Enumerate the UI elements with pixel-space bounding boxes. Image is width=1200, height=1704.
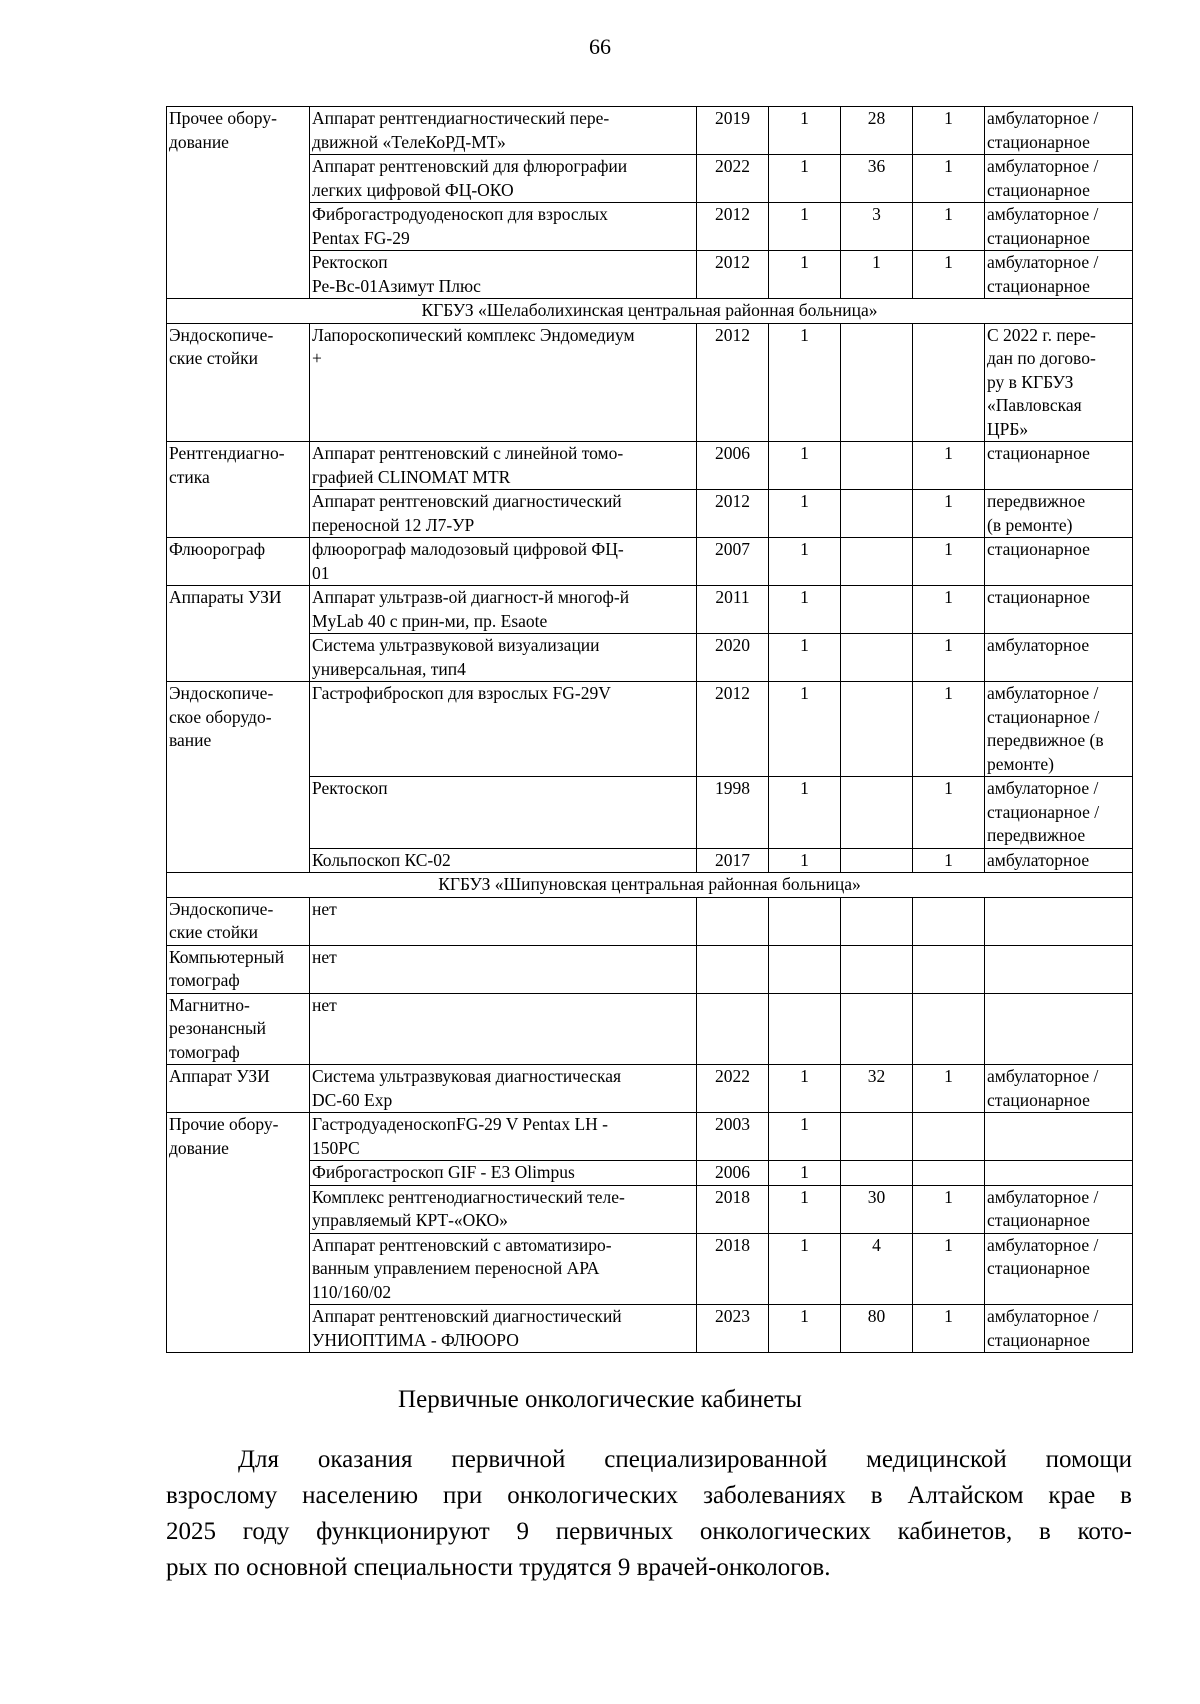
equipment-value bbox=[841, 945, 913, 993]
equipment-name: нет bbox=[310, 897, 697, 945]
equipment-category: Аппараты УЗИ bbox=[167, 586, 310, 682]
table-row bbox=[167, 490, 1133, 538]
equipment-name: Система ультразвуковой визуализации универсальная, тип4 bbox=[310, 634, 697, 682]
equipment-value: 32 bbox=[841, 1065, 913, 1113]
equipment-year: 2012 bbox=[697, 490, 769, 538]
equipment-year: 2006 bbox=[697, 1161, 769, 1186]
equipment-quantity: 1 bbox=[769, 1161, 841, 1186]
table-row bbox=[167, 897, 1133, 945]
equipment-quantity bbox=[769, 897, 841, 945]
equipment-value: 30 bbox=[841, 1185, 913, 1233]
equipment-value: 36 bbox=[841, 155, 913, 203]
equipment-name: Система ультразвуковая диагностическая DC-60 Exp bbox=[310, 1065, 697, 1113]
equipment-usage: амбулаторное bbox=[985, 848, 1133, 873]
equipment-count: 1 bbox=[913, 682, 985, 777]
equipment-count: 1 bbox=[913, 1305, 985, 1353]
equipment-year: 2018 bbox=[697, 1233, 769, 1305]
equipment-name: Кольпоскоп КС-02 bbox=[310, 848, 697, 873]
equipment-count bbox=[913, 1113, 985, 1161]
equipment-year: 2020 bbox=[697, 634, 769, 682]
equipment-value bbox=[841, 442, 913, 490]
table-row bbox=[167, 155, 1133, 203]
equipment-quantity bbox=[769, 945, 841, 993]
equipment-value: 1 bbox=[841, 251, 913, 299]
equipment-count: 1 bbox=[913, 1233, 985, 1305]
equipment-year bbox=[697, 945, 769, 993]
equipment-table bbox=[166, 106, 1133, 1353]
equipment-count: 1 bbox=[913, 155, 985, 203]
equipment-category: Магнитно- резонансный томограф bbox=[167, 993, 310, 1065]
equipment-year: 2022 bbox=[697, 155, 769, 203]
table-row bbox=[167, 203, 1133, 251]
equipment-year bbox=[697, 897, 769, 945]
equipment-category: Аппарат УЗИ bbox=[167, 1065, 310, 1113]
equipment-name: Фиброгастродуоденоскоп для взрослых Pentax FG-29 bbox=[310, 203, 697, 251]
equipment-name: Аппарат рентгеновский для флюрографии легких цифровой ФЦ-ОКО bbox=[310, 155, 697, 203]
equipment-usage bbox=[985, 897, 1133, 945]
equipment-count: 1 bbox=[913, 490, 985, 538]
equipment-year: 2012 bbox=[697, 251, 769, 299]
equipment-quantity: 1 bbox=[769, 442, 841, 490]
equipment-year: 2018 bbox=[697, 1185, 769, 1233]
equipment-value bbox=[841, 586, 913, 634]
equipment-count bbox=[913, 945, 985, 993]
table-row bbox=[167, 1233, 1133, 1305]
equipment-usage: амбулаторное bbox=[985, 634, 1133, 682]
equipment-value bbox=[841, 634, 913, 682]
equipment-quantity: 1 bbox=[769, 586, 841, 634]
equipment-name: нет bbox=[310, 993, 697, 1065]
table-row bbox=[167, 251, 1133, 299]
equipment-usage: амбулаторное / стационарное bbox=[985, 1233, 1133, 1305]
equipment-quantity: 1 bbox=[769, 107, 841, 155]
equipment-quantity: 1 bbox=[769, 1233, 841, 1305]
table-row bbox=[167, 682, 1133, 777]
equipment-name: нет bbox=[310, 945, 697, 993]
table-row bbox=[167, 777, 1133, 849]
equipment-category: Компьютерный томограф bbox=[167, 945, 310, 993]
equipment-year: 2003 bbox=[697, 1113, 769, 1161]
equipment-name: Аппарат рентгеновский с автоматизиро- ванным управлением переносной АРА 110/160/02 bbox=[310, 1233, 697, 1305]
equipment-value bbox=[841, 1113, 913, 1161]
equipment-year: 1998 bbox=[697, 777, 769, 849]
paragraph-line: Для оказания первичной специализированной медицинской помощи bbox=[238, 1446, 1132, 1473]
hospital-name: КГБУЗ «Шелаболихинская центральная районная больница» bbox=[167, 299, 1133, 324]
equipment-usage: амбулаторное / стационарное / передвижное (в ремонте) bbox=[985, 682, 1133, 777]
equipment-value bbox=[841, 323, 913, 442]
equipment-name: Лапороскопический комплекс Эндомедиум + bbox=[310, 323, 697, 442]
equipment-usage: амбулаторное / стационарное bbox=[985, 1065, 1133, 1113]
page-number: 66 bbox=[589, 34, 611, 59]
equipment-year: 2023 bbox=[697, 1305, 769, 1353]
paragraph-line: 2025 году функционируют 9 первичных онкологических кабинетов, в кото- bbox=[166, 1518, 1132, 1545]
equipment-year: 2012 bbox=[697, 203, 769, 251]
equipment-value: 3 bbox=[841, 203, 913, 251]
section-title: Первичные онкологические кабинеты bbox=[398, 1386, 802, 1413]
equipment-value: 28 bbox=[841, 107, 913, 155]
equipment-usage bbox=[985, 945, 1133, 993]
equipment-value bbox=[841, 538, 913, 586]
equipment-value bbox=[841, 897, 913, 945]
equipment-quantity: 1 bbox=[769, 1305, 841, 1353]
equipment-quantity: 1 bbox=[769, 203, 841, 251]
equipment-usage: С 2022 г. пере- дан по догово- ру в КГБУЗ «Павловская ЦРБ» bbox=[985, 323, 1133, 442]
equipment-usage: амбулаторное / стационарное bbox=[985, 203, 1133, 251]
equipment-name: Ректоскоп bbox=[310, 777, 697, 849]
equipment-quantity: 1 bbox=[769, 1185, 841, 1233]
table-row bbox=[167, 107, 1133, 155]
equipment-year: 2022 bbox=[697, 1065, 769, 1113]
equipment-year bbox=[697, 993, 769, 1065]
equipment-year: 2017 bbox=[697, 848, 769, 873]
equipment-count: 1 bbox=[913, 538, 985, 586]
equipment-name: Аппарат ультразв-ой диагност-й многоф-й MyLab 40 с прин-ми, пр. Esaote bbox=[310, 586, 697, 634]
equipment-quantity: 1 bbox=[769, 682, 841, 777]
equipment-usage: передвижное (в ремонте) bbox=[985, 490, 1133, 538]
equipment-quantity bbox=[769, 993, 841, 1065]
equipment-name: Аппарат рентгендиагностический пере- движной «ТелеКоРД-МТ» bbox=[310, 107, 697, 155]
equipment-value bbox=[841, 682, 913, 777]
table-row bbox=[167, 1065, 1133, 1113]
hospital-row bbox=[167, 299, 1133, 324]
equipment-count: 1 bbox=[913, 251, 985, 299]
equipment-quantity: 1 bbox=[769, 538, 841, 586]
equipment-value bbox=[841, 490, 913, 538]
equipment-usage bbox=[985, 1113, 1133, 1161]
table-row bbox=[167, 586, 1133, 634]
table-row bbox=[167, 1185, 1133, 1233]
equipment-usage: амбулаторное / стационарное / передвижное bbox=[985, 777, 1133, 849]
equipment-category: Прочее обору- дование bbox=[167, 107, 310, 299]
equipment-value bbox=[841, 1161, 913, 1186]
equipment-quantity: 1 bbox=[769, 323, 841, 442]
equipment-count: 1 bbox=[913, 1185, 985, 1233]
equipment-name: Аппарат рентгеновский диагностический переносной 12 Л7-УР bbox=[310, 490, 697, 538]
equipment-name: флюорограф малодозовый цифровой ФЦ- 01 bbox=[310, 538, 697, 586]
equipment-value bbox=[841, 848, 913, 873]
table-row bbox=[167, 634, 1133, 682]
equipment-count: 1 bbox=[913, 442, 985, 490]
equipment-count: 1 bbox=[913, 586, 985, 634]
table-row bbox=[167, 442, 1133, 490]
hospital-row bbox=[167, 873, 1133, 898]
equipment-count bbox=[913, 993, 985, 1065]
table-row bbox=[167, 1113, 1133, 1161]
body-paragraph bbox=[166, 1442, 1132, 1586]
equipment-year: 2011 bbox=[697, 586, 769, 634]
equipment-category: Эндоскопиче- ские стойки bbox=[167, 323, 310, 442]
equipment-usage: амбулаторное / стационарное bbox=[985, 107, 1133, 155]
equipment-usage: амбулаторное / стационарное bbox=[985, 155, 1133, 203]
equipment-quantity: 1 bbox=[769, 1065, 841, 1113]
equipment-category: Эндоскопиче- ские стойки bbox=[167, 897, 310, 945]
equipment-year: 2006 bbox=[697, 442, 769, 490]
equipment-quantity: 1 bbox=[769, 777, 841, 849]
equipment-year: 2012 bbox=[697, 682, 769, 777]
equipment-usage: амбулаторное / стационарное bbox=[985, 1305, 1133, 1353]
equipment-count: 1 bbox=[913, 848, 985, 873]
table-row bbox=[167, 1305, 1133, 1353]
equipment-count: 1 bbox=[913, 1065, 985, 1113]
equipment-quantity: 1 bbox=[769, 848, 841, 873]
equipment-value: 4 bbox=[841, 1233, 913, 1305]
equipment-usage: амбулаторное / стационарное bbox=[985, 251, 1133, 299]
equipment-count bbox=[913, 897, 985, 945]
equipment-usage: амбулаторное / стационарное bbox=[985, 1185, 1133, 1233]
equipment-year: 2007 bbox=[697, 538, 769, 586]
table-row bbox=[167, 538, 1133, 586]
equipment-quantity: 1 bbox=[769, 155, 841, 203]
equipment-usage: стационарное bbox=[985, 586, 1133, 634]
table-row bbox=[167, 945, 1133, 993]
equipment-name: Фиброгастроскоп GIF - E3 Olimpus bbox=[310, 1161, 697, 1186]
equipment-quantity: 1 bbox=[769, 634, 841, 682]
equipment-count: 1 bbox=[913, 107, 985, 155]
equipment-name: ГастродуаденоскопFG-29 V Pentax LH - 150PC bbox=[310, 1113, 697, 1161]
equipment-category: Флюорограф bbox=[167, 538, 310, 586]
table-row bbox=[167, 848, 1133, 873]
equipment-name: Аппарат рентгеновский диагностический УНИОПТИМА - ФЛЮОРО bbox=[310, 1305, 697, 1353]
equipment-count bbox=[913, 1161, 985, 1186]
equipment-year: 2012 bbox=[697, 323, 769, 442]
equipment-usage bbox=[985, 1161, 1133, 1186]
equipment-name: Комплекс рентгенодиагностический теле- управляемый КРТ-«ОКО» bbox=[310, 1185, 697, 1233]
equipment-table-body bbox=[167, 107, 1133, 1353]
table-row bbox=[167, 993, 1133, 1065]
table-row bbox=[167, 1161, 1133, 1186]
equipment-category: Рентгендиагно- стика bbox=[167, 442, 310, 538]
equipment-quantity: 1 bbox=[769, 490, 841, 538]
equipment-name: Ректоскоп Ре-Вс-01Азимут Плюс bbox=[310, 251, 697, 299]
paragraph-line: взрослому населению при онкологических заболеваниях в Алтайском крае в bbox=[166, 1482, 1132, 1509]
equipment-category: Эндоскопиче- ское оборудо- вание bbox=[167, 682, 310, 873]
equipment-name: Гастрофиброскоп для взрослых FG-29V bbox=[310, 682, 697, 777]
equipment-quantity: 1 bbox=[769, 251, 841, 299]
equipment-value: 80 bbox=[841, 1305, 913, 1353]
equipment-count: 1 bbox=[913, 634, 985, 682]
paragraph-line: рых по основной специальности трудятся 9 врачей-онкологов. bbox=[166, 1554, 831, 1581]
equipment-value bbox=[841, 777, 913, 849]
equipment-value bbox=[841, 993, 913, 1065]
equipment-count bbox=[913, 323, 985, 442]
equipment-count: 1 bbox=[913, 777, 985, 849]
equipment-usage: стационарное bbox=[985, 442, 1133, 490]
table-row bbox=[167, 323, 1133, 442]
equipment-usage bbox=[985, 993, 1133, 1065]
hospital-name: КГБУЗ «Шипуновская центральная районная больница» bbox=[167, 873, 1133, 898]
equipment-name: Аппарат рентгеновский с линейной томо- графией CLINOMAT MTR bbox=[310, 442, 697, 490]
equipment-usage: стационарное bbox=[985, 538, 1133, 586]
equipment-year: 2019 bbox=[697, 107, 769, 155]
equipment-quantity: 1 bbox=[769, 1113, 841, 1161]
equipment-category: Прочие обору- дование bbox=[167, 1113, 310, 1353]
equipment-count: 1 bbox=[913, 203, 985, 251]
